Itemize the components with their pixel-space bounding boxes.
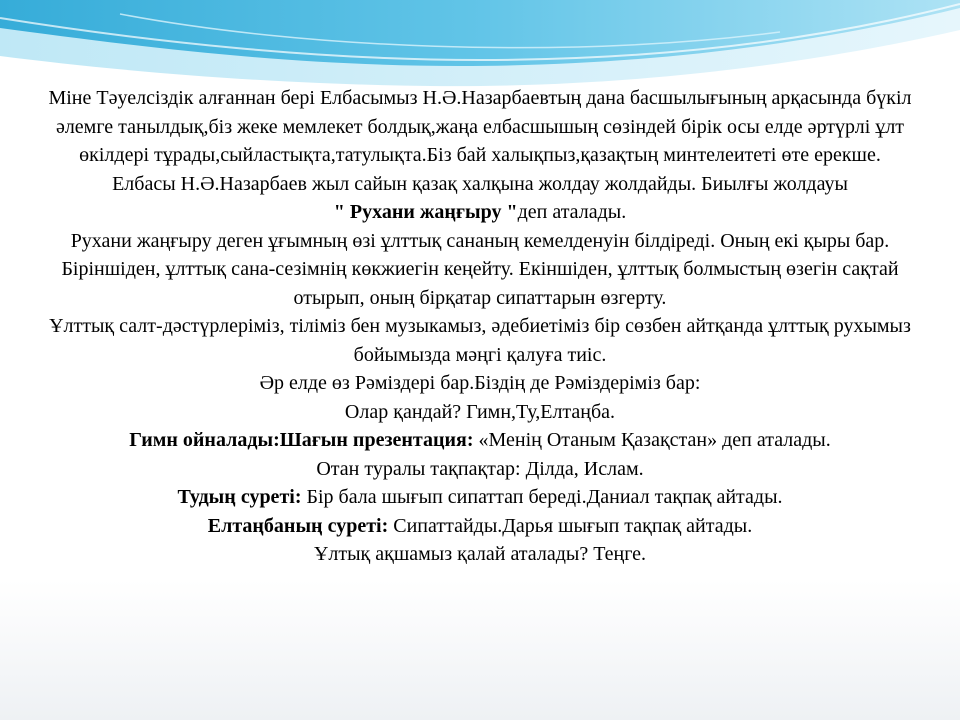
paragraph-symbols: Әр елде өз Рәміздері бар.Біздің де Рәміздеріміз бар: <box>259 372 701 394</box>
paragraph-flag: Тудың суреті: Бір бала шығып сипаттап береді.Даниал тақпақ айтады. <box>177 486 783 508</box>
paragraph-rukhani: Рухани жаңғыру деген ұғымның өзі ұлттық сананың кемелденуін білдіреді. Оның екі қыры бар. Біріншіден, ұлттық сана-сезімнің көкжиегін кеңейту. Екіншіден, ұлттық болмыстың өзегін сақтай отырып, оның бірқатар сипаттарын өзгерту. <box>61 229 899 309</box>
paragraph-poems: Отан туралы тақпақтар: Ділда, Ислам. <box>316 457 644 480</box>
paragraph-traditions: Ұлттық салт-дәстүрлеріміз, тіліміз бен музыкамыз, әдебиетіміз бір сөзбен айтқанда ұлттық рухымыз бойымызда мәңгі қалуға тиіс. <box>49 315 911 366</box>
bottom-shade <box>0 580 960 720</box>
paragraph-address-title: " Рухани жаңғыру "деп аталады. <box>333 201 627 223</box>
slide-body-text <box>24 84 936 569</box>
paragraph-intro: Міне Тәуелсіздік алғаннан бері Елбасымыз Н.Ә.Назарбаевтың дана басшылығының арқасында бүкіл әлемге танылдық,біз жеке мемлекет болдық,жаңа елбасшышың сөзіндей бірік осы елде әртүрлі ұлт өкілдері тұрады,сыйластықта,татулықта.Біз бай халықпыз,қазақтың минтелеитеті өте ерекше. <box>48 87 912 166</box>
paragraph-anthem: Гимн ойналады:Шағын презентация: «Менің Отаным Қазақстан» деп аталады. <box>129 429 831 451</box>
paragraph-address: Елбасы Н.Ә.Назарбаев жыл сайын қазақ халқына жолдау жолдайды. Биылғы жолдауы <box>112 172 848 195</box>
paragraph-question: Олар қандай? Гимн,Ту,Елтаңба. <box>344 400 616 423</box>
paragraph-emblem: Елтаңбаның суреті: Сипаттайды.Дарья шығып тақпақ айтады. <box>207 514 753 537</box>
paragraph-currency: Ұлтық ақшамыз қалай аталады? Теңге. <box>313 543 647 565</box>
